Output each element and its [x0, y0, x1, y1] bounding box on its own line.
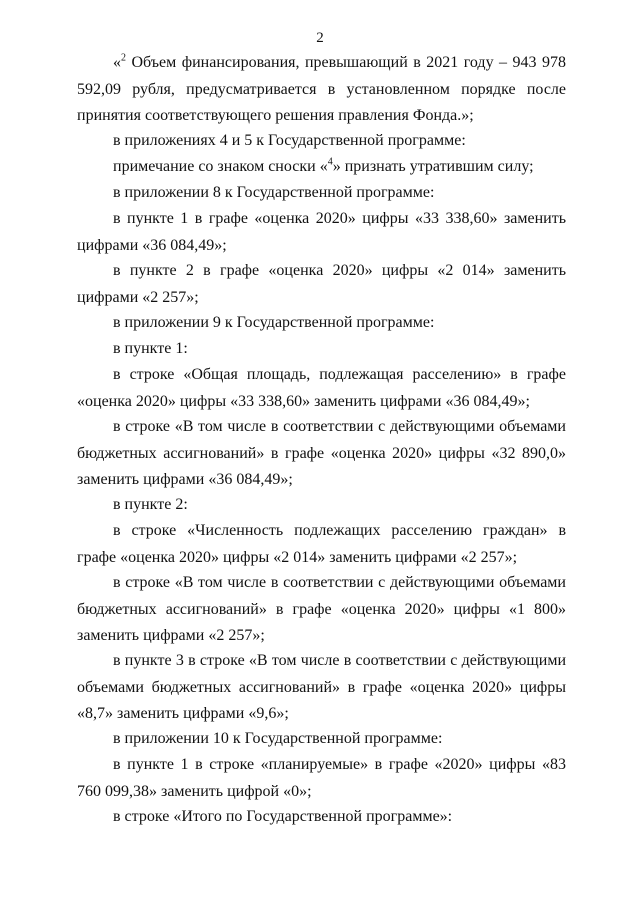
- page-number: 2: [316, 30, 324, 46]
- financing-note-text: Объем финансирования, превышающий в 2021 году – 943 978 592,09 рубля, предусматривается в установленном порядке после принятия соответствующего решения правления Фонда.»;: [77, 54, 566, 124]
- paragraph-item-3: в пункте 3 в строке «В том числе в соответствии с действующими объемами бюджетных ассигнований» в графе «оценка 2020» цифры «8,7» заменить цифрами «9,6»;: [77, 652, 566, 722]
- paragraph-planned-row: в пункте 1 в строке «планируемые» в графе «2020» цифры «83 760 099,38» заменить цифрой «0»;: [77, 756, 566, 800]
- paragraph-budget-allocations-1: в строке «В том числе в соответствии с действующими объемами бюджетных ассигнований» в графе «оценка 2020» цифры «32 890,0» заменить цифрами «36 084,49»;: [77, 418, 566, 488]
- paragraph-resettled-citizens: в строке «Численность подлежащих расселению граждан» в графе «оценка 2020» цифры «2 014» заменить цифрами «2 257»;: [77, 522, 566, 566]
- paragraph-appendix-10: в приложении 10 к Государственной программе:: [113, 730, 443, 747]
- footnote-removal-after: » признать утратившим силу;: [332, 158, 534, 175]
- opening-quote: «: [113, 54, 121, 71]
- paragraph-appendix-8: в приложении 8 к Государственной программе:: [113, 184, 435, 201]
- footnote-mark: 2: [121, 52, 126, 64]
- paragraph-appendix-9: в приложении 9 к Государственной программе:: [113, 314, 435, 331]
- footnote-removal-before: примечание со знаком сноски «: [113, 158, 328, 175]
- paragraph-appendix-8-item-1: в пункте 1 в графе «оценка 2020» цифры «33 338,60» заменить цифрами «36 084,49»;: [77, 210, 566, 254]
- paragraph-appendix-4-5: в приложениях 4 и 5 к Государственной программе:: [113, 132, 466, 149]
- paragraph-budget-allocations-2: в строке «В том числе в соответствии с действующими объемами бюджетных ассигнований» в графе «оценка 2020» цифры «1 800» заменить цифрами «2 257»;: [77, 574, 566, 644]
- paragraph-financing-note: [77, 50, 566, 130]
- paragraph-footnote-removal: [77, 154, 566, 181]
- paragraph-item-2: в пункте 2:: [113, 496, 188, 513]
- paragraph-appendix-8-item-2: в пункте 2 в графе «оценка 2020» цифры «2 014» заменить цифрами «2 257»;: [77, 262, 566, 306]
- paragraph-item-1: в пункте 1:: [113, 340, 188, 357]
- paragraph-total-area: в строке «Общая площадь, подлежащая расселению» в графе «оценка 2020» цифры «33 338,60» заменить цифрами «36 084,49»;: [77, 366, 566, 410]
- footnote-mark: 4: [327, 156, 333, 168]
- paragraph-program-total: в строке «Итого по Государственной программе»:: [113, 808, 453, 825]
